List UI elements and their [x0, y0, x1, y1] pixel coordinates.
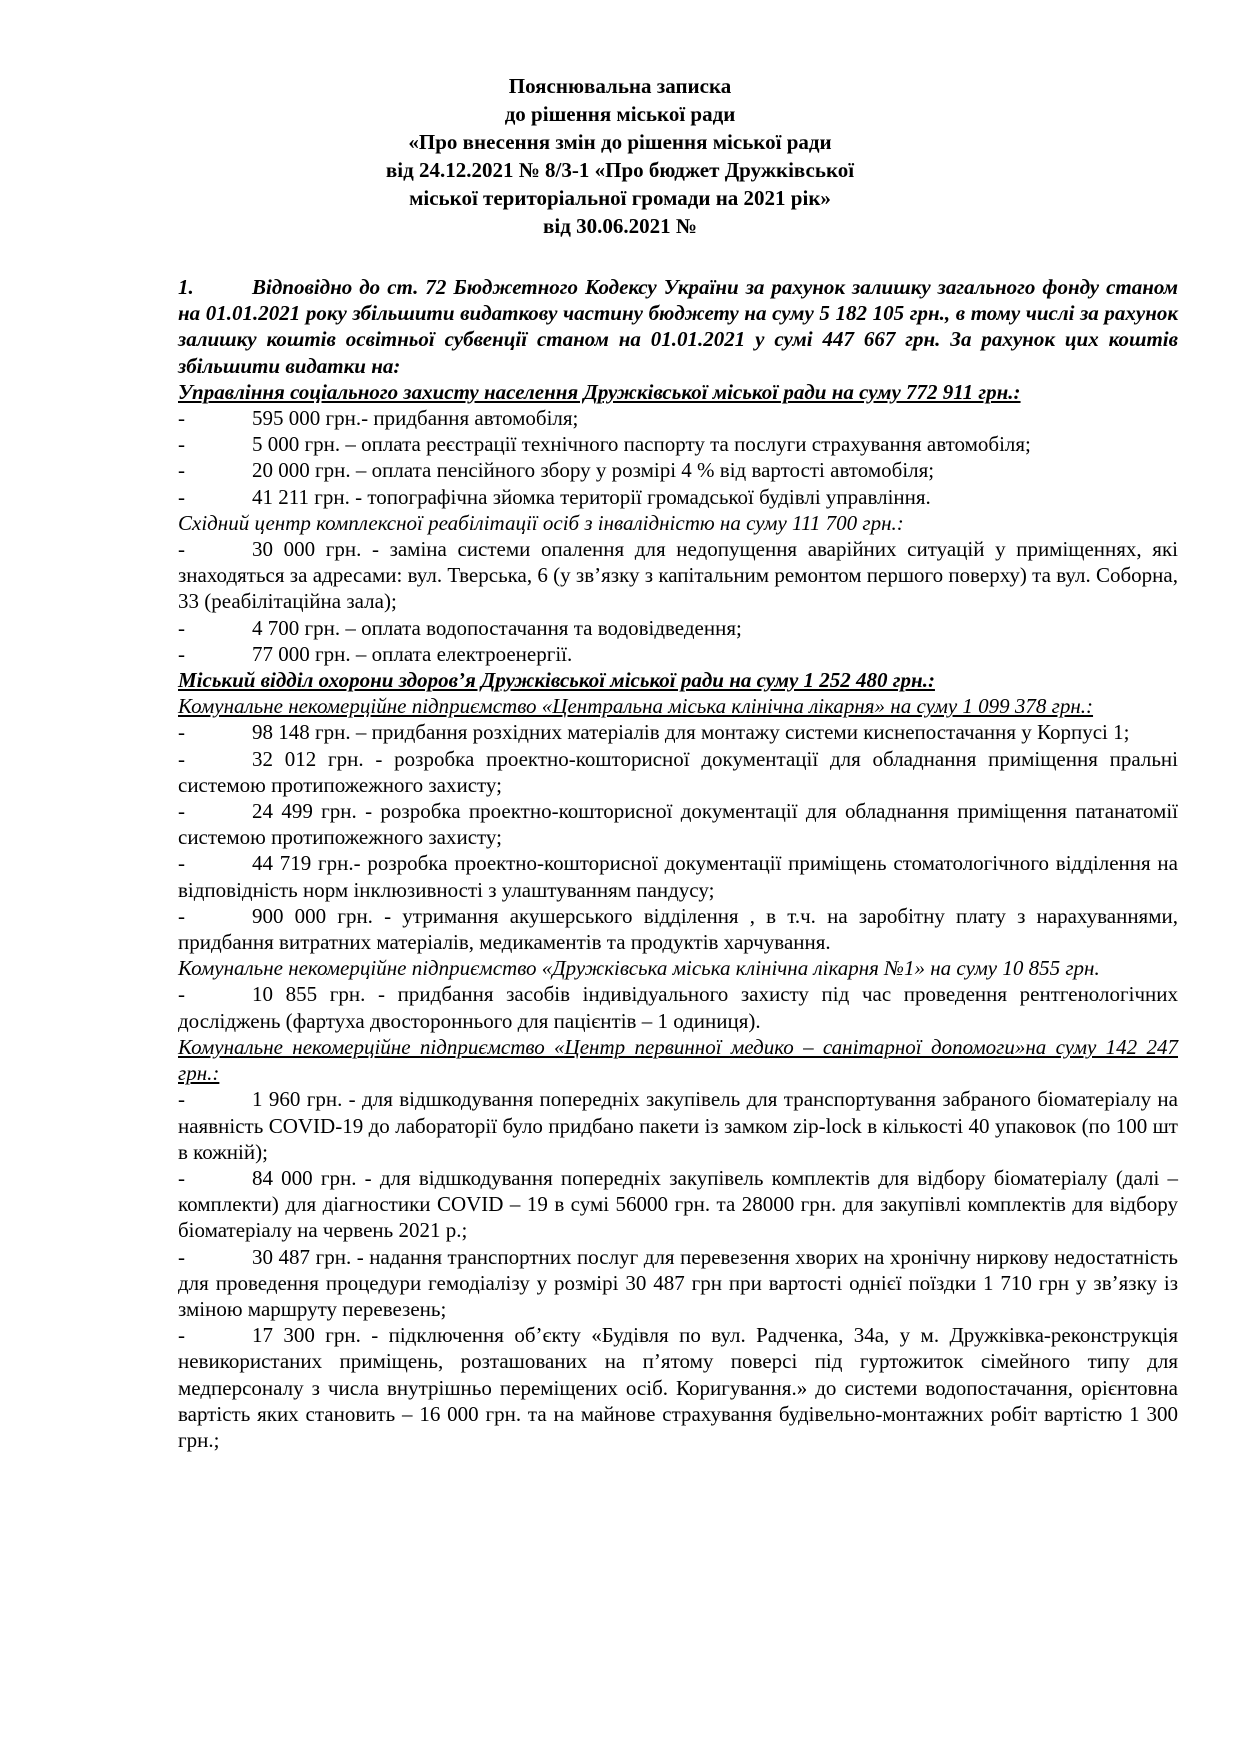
item-text: 5 000 грн. – оплата реєстрації технічного паспорту та послуги страхування автомобіля; — [252, 432, 1031, 457]
dash-marker: - — [178, 982, 185, 1007]
dash-marker: - — [178, 537, 185, 562]
dash-marker: - — [178, 903, 185, 928]
dash-marker: - — [178, 851, 185, 876]
item-text: 10 855 грн. - придбання засобів індивідуального захисту під час проведення рентгенологічних досліджень (фартуха двостороннього для пацієнтів – 1 одиниця). — [178, 982, 1178, 1033]
item-text: 30 487 грн. - надання транспортних послуг для перевезення хворих на хронічну ниркову недостатність для проведення процедури гемодіалізу у розмірі 30 487 грн при вартості однієї поїздки 1 710 грн у зв’язку із зміною маршруту перевезень; — [178, 1244, 1178, 1321]
list-item — [178, 850, 1178, 902]
list-item — [178, 484, 1178, 510]
item-text: 32 012 грн. - розробка проектно-кошторисної документації для обладнання приміщення пральні системою протипожежного захисту; — [178, 746, 1178, 797]
list-item — [178, 981, 1178, 1033]
dash-marker: - — [178, 458, 185, 483]
item-text: 44 719 грн.- розробка проектно-кошторисної документації приміщень стоматологічного відділення на відповідність норм інклюзивності з улаштуванням пандусу; — [178, 851, 1178, 902]
item-text: 595 000 грн.- придбання автомобіля; — [252, 406, 579, 431]
list-item — [178, 641, 1178, 667]
dash-marker: - — [178, 641, 185, 666]
section-heading: Міський відділ охорони здоров’я Дружківської міської ради на суму 1 252 480 грн.: — [178, 668, 935, 693]
dash-marker: - — [178, 1087, 185, 1112]
intro-paragraph — [178, 274, 1178, 379]
dash-marker: - — [178, 746, 185, 771]
header-line: від 24.12.2021 № 8/3-1 «Про бюджет Дружківської — [385, 158, 855, 182]
dash-marker: - — [178, 432, 185, 457]
dash-marker: - — [178, 484, 185, 509]
section-heading: Комунальне некомерційне підприємство «Центр первинної медико – санітарної допомоги»на суму 142 247 грн.: — [178, 1034, 1178, 1086]
header-title: Пояснювальна записка — [508, 74, 732, 98]
item-text: 41 211 грн. - топографічна зйомка території громадської будівлі управління. — [252, 484, 931, 509]
dash-marker: - — [178, 1323, 185, 1348]
item-text: 4 700 грн. – оплата водопостачання та водовідведення; — [252, 615, 742, 640]
document-body — [178, 274, 1178, 1453]
item-text: 1 960 грн. - для відшкодування попередніх закупівель для транспортування забраного біоматеріалу на наявність COVID-19 до лабораторії було придбано пакети із замком zip-lock в кількості 40 упаковок (по 100 шт в кожній); — [178, 1087, 1178, 1164]
item-text: 30 000 грн. - заміна системи опалення для недопущення аварійних ситуацій у приміщеннях, які знаходяться за адресами: вул. Тверська, 6 (у зв’язку з капітальним ремонтом першого поверху) та вул. Соборна, 33 (реабілітаційна зала); — [178, 537, 1178, 614]
list-item — [178, 536, 1178, 615]
list-item — [178, 1086, 1178, 1165]
document-header — [0, 72, 1240, 240]
list-item — [178, 1165, 1178, 1244]
intro-text: Відповідно до ст. 72 Бюджетного Кодексу України за рахунок залишку загального фонду станом на 01.01.2021 року збільшити видаткову частину бюджету на суму 5 182 105 грн., в тому числі за рахунок залишку коштів освітньої субвенції станом на 01.01.2021 у сумі 447 667 грн. За рахунок цих коштів збільшити видатки на: — [178, 275, 1178, 378]
dash-marker: - — [178, 1244, 185, 1269]
header-line: міської територіальної громади на 2021 рік» — [409, 186, 831, 210]
header-line: «Про внесення змін до рішення міської ради — [408, 130, 832, 154]
list-item — [178, 719, 1178, 745]
item-text: 98 148 грн. – придбання розхідних матеріалів для монтажу системи киснепостачання у Корпусі 1; — [252, 720, 1130, 745]
list-item — [178, 405, 1178, 431]
list-item — [178, 457, 1178, 483]
item-text: 77 000 грн. – оплата електроенергії. — [252, 641, 573, 666]
list-item — [178, 1322, 1178, 1453]
dash-marker: - — [178, 799, 185, 824]
list-item — [178, 746, 1178, 798]
item-text: 20 000 грн. – оплата пенсійного збору у розмірі 4 % від вартості автомобіля; — [252, 458, 935, 483]
dash-marker: - — [178, 406, 185, 431]
section-heading: Управління соціального захисту населення Дружківської міської ради на суму 772 911 грн.: — [178, 379, 1021, 404]
header-line: від 30.06.2021 № — [543, 214, 697, 238]
dash-marker: - — [178, 720, 185, 745]
paragraph-number: 1. — [178, 275, 194, 299]
item-text: 24 499 грн. - розробка проектно-кошторисної документації для обладнання приміщення патанатомії системою протипожежного захисту; — [178, 799, 1178, 850]
header-line: до рішення міської ради — [504, 102, 736, 126]
list-item — [178, 615, 1178, 641]
list-item — [178, 798, 1178, 850]
list-item — [178, 1244, 1178, 1323]
list-item — [178, 431, 1178, 457]
dash-marker: - — [178, 615, 185, 640]
section-heading: Комунальне некомерційне підприємство «Дружківська міська клінічна лікарня №1» на суму 10 855 грн. — [178, 956, 1100, 981]
section-heading: Східний центр комплексної реабілітації осіб з інвалідністю на суму 111 700 грн.: — [178, 510, 904, 535]
section-heading: Комунальне некомерційне підприємство «Центральна міська клінічна лікарня» на суму 1 099 378 грн.: — [178, 694, 1094, 719]
dash-marker: - — [178, 1165, 185, 1190]
item-text: 84 000 грн. - для відшкодування попередніх закупівель комплектів для відбору біоматеріалу (далі – комплекти) для діагностики COVID – 19 в сумі 56000 грн. та 28000 грн. для закупівлі комплектів для відбору біоматеріалу на червень 2021 р.; — [178, 1165, 1178, 1243]
item-text: 900 000 грн. - утримання акушерського відділення , в т.ч. на заробітну плату з нарахуваннями, придбання витратних матеріалів, медикаментів та продуктів харчування. — [178, 903, 1178, 955]
list-item — [178, 903, 1178, 955]
item-text: 17 300 грн. - підключення об’єкту «Будівля по вул. Радченка, 34а, у м. Дружківка-реконструкція невикористаних приміщень, розташованих на п’ятому поверсі під гуртожиток сімейного типу для медперсоналу з числа внутрішньо переміщених осіб. Коригування.» до системи водопостачання, орієнтовна вартість яких становить – 16 000 грн. та на майнове страхування будівельно-монтажних робіт вартістю 1 300 грн.; — [178, 1323, 1178, 1452]
